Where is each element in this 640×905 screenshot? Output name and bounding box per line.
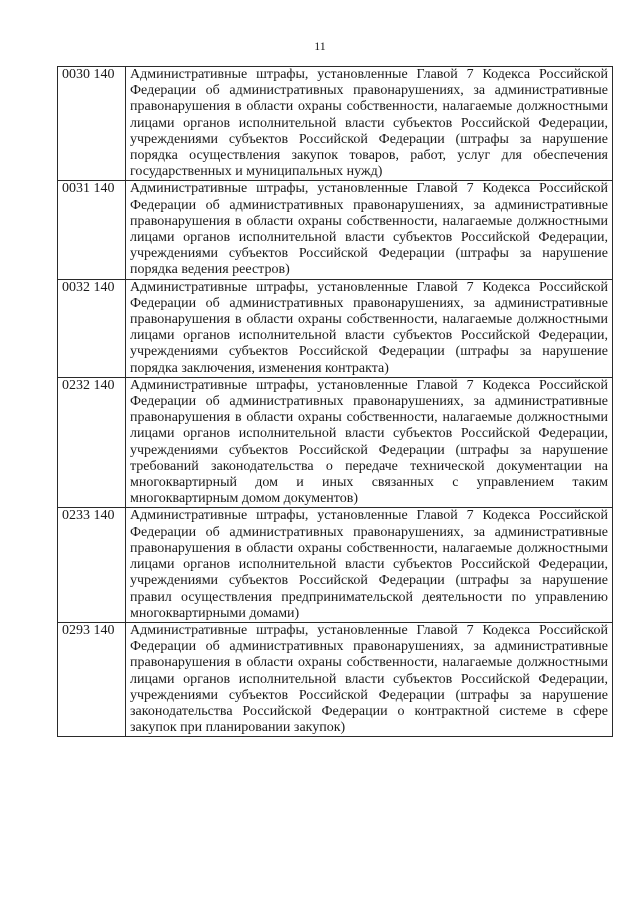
code-cell: 0232 140 bbox=[58, 377, 126, 508]
revenue-codes-table bbox=[57, 66, 613, 737]
table-row bbox=[58, 377, 613, 508]
table-row bbox=[58, 67, 613, 181]
page-number: 11 bbox=[314, 39, 326, 53]
description-cell: Административные штрафы, установленные Главой 7 Кодекса Российской Федерации об административных правонарушениях, за административные правонарушения в области охраны собственности, налагаемые должностными лицами органов исполнительной власти субъектов Российской Федерации, учреждениями субъектов Российской Федерации (штрафы за нарушение порядка ведения реестров) bbox=[126, 181, 613, 279]
description-cell: Административные штрафы, установленные Главой 7 Кодекса Российской Федерации об административных правонарушениях, за административные правонарушения в области охраны собственности, налагаемые должностными лицами органов исполнительной власти субъектов Российской Федерации, учреждениями субъектов Российской Федерации (штрафы за нарушение требований законодательства о передаче технической документации на многоквартирный дом и иных связанных с управлением таким многоквартирным домом документов) bbox=[126, 377, 613, 508]
code-cell: 0031 140 bbox=[58, 181, 126, 279]
table-row bbox=[58, 279, 613, 377]
table-row bbox=[58, 181, 613, 279]
code-cell: 0030 140 bbox=[58, 67, 126, 181]
code-cell: 0293 140 bbox=[58, 622, 126, 736]
description-cell: Административные штрафы, установленные Главой 7 Кодекса Российской Федерации об административных правонарушениях, за административные правонарушения в области охраны собственности, налагаемые должностными лицами органов исполнительной власти субъектов Российской Федерации, учреждениями субъектов Российской Федерации (штрафы за нарушение законодательства Российской Федерации о контрактной системе в сфере закупок при планировании закупок) bbox=[126, 622, 613, 736]
table-row bbox=[58, 622, 613, 736]
description-cell: Административные штрафы, установленные Главой 7 Кодекса Российской Федерации об административных правонарушениях, за административные правонарушения в области охраны собственности, налагаемые должностными лицами органов исполнительной власти субъектов Российской Федерации, учреждениями субъектов Российской Федерации (штрафы за нарушение порядка осуществления закупок товаров, работ, услуг для обеспечения государственных и муниципальных нужд) bbox=[126, 67, 613, 181]
description-cell: Административные штрафы, установленные Главой 7 Кодекса Российской Федерации об административных правонарушениях, за административные правонарушения в области охраны собственности, налагаемые должностными лицами органов исполнительной власти субъектов Российской Федерации, учреждениями субъектов Российской Федерации (штрафы за нарушение порядка заключения, изменения контракта) bbox=[126, 279, 613, 377]
code-cell: 0032 140 bbox=[58, 279, 126, 377]
code-cell: 0233 140 bbox=[58, 508, 126, 622]
description-cell: Административные штрафы, установленные Главой 7 Кодекса Российской Федерации об административных правонарушениях, за административные правонарушения в области охраны собственности, налагаемые должностными лицами органов исполнительной власти субъектов Российской Федерации, учреждениями субъектов Российской Федерации (штрафы за нарушение правил осуществления предпринимательской деятельности по управлению многоквартирными домами) bbox=[126, 508, 613, 622]
table-row bbox=[58, 508, 613, 622]
